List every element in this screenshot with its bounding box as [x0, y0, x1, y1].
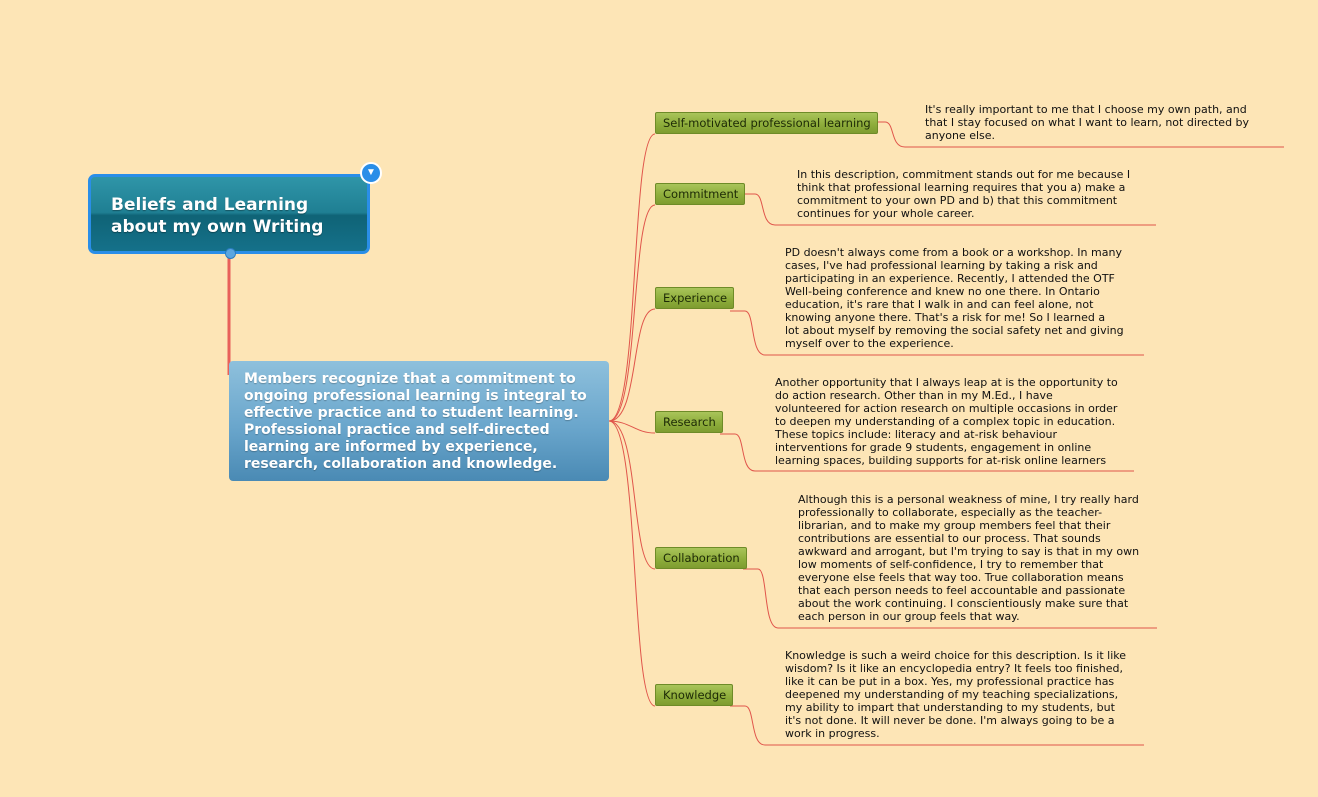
topic-self-motivated[interactable]: [655, 112, 878, 134]
branch-connector: [609, 205, 655, 421]
topic-label: Experience: [663, 291, 728, 305]
branch-connector: [609, 421, 655, 569]
branch-connector: [609, 421, 655, 706]
root-anchor-dot: [225, 248, 236, 259]
topic-experience[interactable]: [655, 287, 734, 309]
branch-connector: [609, 134, 655, 421]
note-experience[interactable]: PD doesn't always come from a book or a workshop. In many cases, I've had professional learning by taking a risk and participating in an experience. Recently, I attended the OTF Well-being conference and knew no one there. In Ontario education, it's rare that I walk in and can feel alone, not knowing anyone there. That's a risk for me! So I learned a lot about myself by removing the social safety net and giving myself over to the experience.: [785, 246, 1124, 350]
central-text: Members recognize that a commitment to ongoing professional learning is integral to effective practice and to student learning. Professional practice and self-directed learning are informed by experience, research, collaboration and knowledge.: [244, 371, 587, 472]
branch-connector: [609, 421, 655, 433]
topic-research[interactable]: [655, 411, 723, 433]
note-collaboration[interactable]: Although this is a personal weakness of mine, I try really hard professionally to collaborate, especially as the teacher- librarian, and to make my group members feel that their contributions are essential to our process. That sounds awkward and arrogant, but I'm trying to say is that in my own low moments of self-confidence, I try to remember that everyone else feels that way too. True collaboration means that each person needs to feel accountable and passionate about the work continuing. I conscientiously make sure that each person in our group feels that way.: [798, 493, 1140, 623]
topic-commitment[interactable]: [655, 183, 745, 205]
note-commitment[interactable]: In this description, commitment stands out for me because I think that professional learning requires that you a) make a commitment to your own PD and b) that this commitment continues for your whole career.: [797, 168, 1131, 220]
note-knowledge[interactable]: Knowledge is such a weird choice for this description. Is it like wisdom? Is it like an encyclopedia entry? It feels too finished, like it can be put in a box. Yes, my professional practice has deepened my understanding of my teaching specializations, my ability to impart that understanding to my students, but it's not done. It will never be done. I'm always going to be a work in progress.: [785, 649, 1126, 740]
topic-label: Collaboration: [663, 551, 740, 565]
note-self-motivated[interactable]: It's really important to me that I choose my own path, and that I stay focused on what I want to learn, not directed by anyone else.: [925, 103, 1250, 142]
collapse-toggle-icon[interactable]: ▼: [360, 162, 382, 184]
topic-collaboration[interactable]: [655, 547, 747, 569]
root-title: Beliefs and Learning about my own Writing: [111, 195, 324, 237]
topic-label: Self-motivated professional learning: [663, 116, 871, 130]
topic-knowledge[interactable]: [655, 684, 733, 706]
topic-label: Knowledge: [663, 688, 727, 702]
root-topic[interactable]: [88, 174, 370, 254]
topic-label: Commitment: [663, 187, 739, 201]
central-topic[interactable]: [229, 361, 609, 481]
note-research[interactable]: Another opportunity that I always leap at is the opportunity to do action research. Other than in my M.Ed., I have volunteered for action research on multiple occasions in order to deepen my understanding of a complex topic in education. These topics include: literacy and at-risk behaviour interventions for grade 9 students, engagement in online learning spaces, building supports for at-risk online learners: [775, 376, 1118, 467]
branch-connector: [609, 309, 655, 421]
topic-label: Research: [663, 415, 716, 429]
